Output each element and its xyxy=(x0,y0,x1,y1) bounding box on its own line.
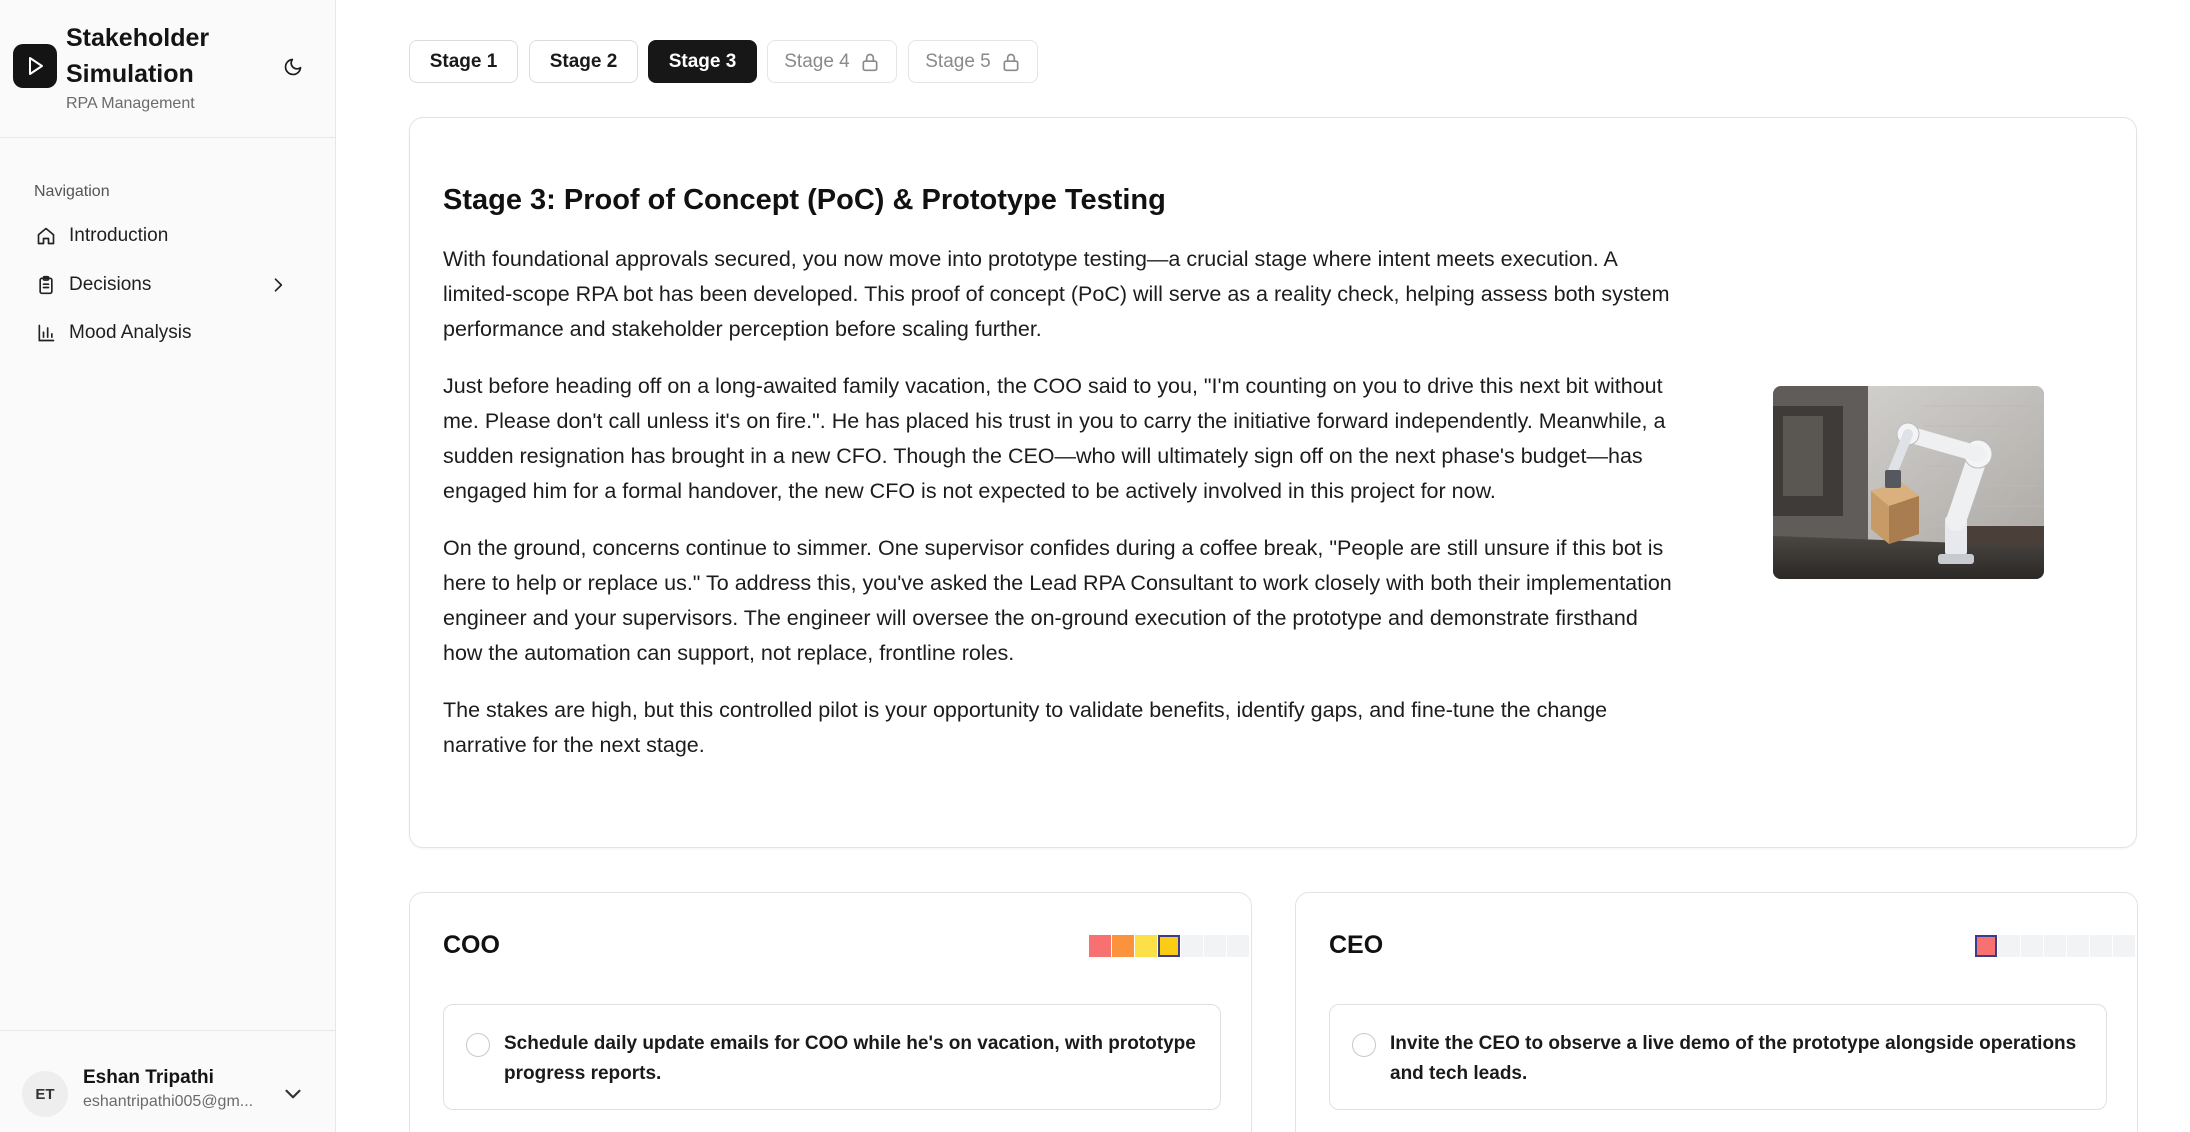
tab-label: Stage 1 xyxy=(429,50,498,72)
sidebar-item-mood-analysis[interactable] xyxy=(24,313,300,353)
chevron-right-icon[interactable] xyxy=(268,275,288,295)
option-radio[interactable] xyxy=(466,1033,490,1057)
lock-icon xyxy=(1001,51,1021,73)
stage-paragraph: On the ground, concerns continue to simmer. One supervisor confides during a coffee break, "People are still unsure if this bot is here to help or replace us." To address this, you've asked the Lead RPA Consultant to work closely with both their implementation engineer and your supervisors. The engineer will oversee the on-ground execution of the prototype and demonstrate firsthand how the automation can support, not replace, frontline roles. xyxy=(443,536,1672,665)
stage-paragraph: Just before heading off on a long-awaited family vacation, the COO said to you, "I'm counting on you to drive this next bit without me. Please don't call unless it's on fire.". He has placed his trust in you to carry the initiative forward independently. Meanwhile, a sudden resignation has brought in a new CFO. Though the CEO—who will ultimately sign off on the next phase's budget—has engaged him for a formal handover, the new CFO is not expected to be actively involved in this project for now. xyxy=(443,374,1666,503)
option-text: Invite the CEO to observe a live demo of the prototype alongside operations and tech leads. xyxy=(1390,1033,2077,1084)
clipboard-icon xyxy=(33,272,59,298)
mood-meter xyxy=(1089,935,1249,957)
mood-segment xyxy=(2067,935,2089,957)
stage-content-card xyxy=(409,117,2137,848)
play-icon xyxy=(23,54,47,78)
mood-segment xyxy=(2021,935,2043,957)
mood-segment xyxy=(1998,935,2020,957)
tab-stage-3[interactable] xyxy=(648,40,757,83)
tab-stage-5 xyxy=(908,40,1038,83)
sidebar-header xyxy=(0,0,336,138)
tab-stage-1[interactable] xyxy=(409,40,518,83)
app-title: Stakeholder Simulation xyxy=(66,24,210,88)
lock-icon xyxy=(860,51,880,73)
mood-segment xyxy=(2090,935,2112,957)
user-name: Eshan Tripathi xyxy=(83,1067,214,1088)
stakeholder-card-ceo xyxy=(1295,892,2138,1132)
robot-arm-image xyxy=(1773,386,2044,579)
mood-segment xyxy=(1204,935,1226,957)
sidebar-item-introduction[interactable] xyxy=(24,216,300,256)
tab-label: Stage 4 xyxy=(784,50,850,72)
mood-segment xyxy=(1975,935,1997,957)
sidebar-item-decisions[interactable] xyxy=(24,265,300,305)
option-text: Schedule daily update emails for COO while he's on vacation, with prototype progress reports. xyxy=(504,1033,1196,1084)
tab-label: Stage 5 xyxy=(925,50,991,72)
sidebar-item-label: Decisions xyxy=(69,274,152,295)
mood-segment xyxy=(1158,935,1180,957)
mood-segment xyxy=(1135,935,1157,957)
chevron-down-icon[interactable] xyxy=(280,1081,306,1107)
tab-label: Stage 3 xyxy=(668,50,737,72)
mood-segment xyxy=(1089,935,1111,957)
tab-stage-4 xyxy=(767,40,897,83)
option-radio[interactable] xyxy=(1352,1033,1376,1057)
decision-option[interactable] xyxy=(443,1004,1221,1110)
mood-segment xyxy=(1112,935,1134,957)
stage-title: Stage 3: Proof of Concept (PoC) & Prototype Testing xyxy=(443,184,1166,216)
stakeholder-name: COO xyxy=(443,931,500,959)
home-icon xyxy=(33,223,59,249)
tab-stage-2[interactable] xyxy=(529,40,638,83)
mood-segment xyxy=(1181,935,1203,957)
mood-segment xyxy=(2113,935,2135,957)
moon-icon xyxy=(283,57,303,77)
bar-chart-icon xyxy=(33,320,59,346)
avatar: ET xyxy=(22,1071,68,1117)
decision-option[interactable] xyxy=(1329,1004,2107,1110)
stage-paragraph: With foundational approvals secured, you now move into prototype testing—a crucial stage where intent meets execution. A limited-scope RPA bot has been developed. This proof of concept (PoC) will serve as a reality check, helping assess both system performance and stakeholder perception before scaling further. xyxy=(443,247,1670,341)
nav-section-label: Navigation xyxy=(34,183,110,200)
mood-meter xyxy=(1975,935,2135,957)
mood-segment xyxy=(1227,935,1249,957)
sidebar-item-label: Introduction xyxy=(69,225,169,246)
app-subtitle: RPA Management xyxy=(66,95,195,112)
sidebar-item-label: Mood Analysis xyxy=(69,322,192,343)
user-profile[interactable] xyxy=(0,1030,336,1132)
mood-segment xyxy=(2044,935,2066,957)
tab-label: Stage 2 xyxy=(549,50,618,72)
theme-toggle-button[interactable] xyxy=(280,54,306,80)
stakeholder-card-coo xyxy=(409,892,1252,1132)
app-logo xyxy=(13,44,57,88)
sidebar xyxy=(0,0,336,1132)
user-email: eshantripathi005@gm... xyxy=(83,1093,254,1110)
stage-paragraph: The stakes are high, but this controlled pilot is your opportunity to validate benefits, identify gaps, and fine-tune the change narrative for the next stage. xyxy=(443,698,1608,757)
stakeholder-name: CEO xyxy=(1329,931,1384,959)
